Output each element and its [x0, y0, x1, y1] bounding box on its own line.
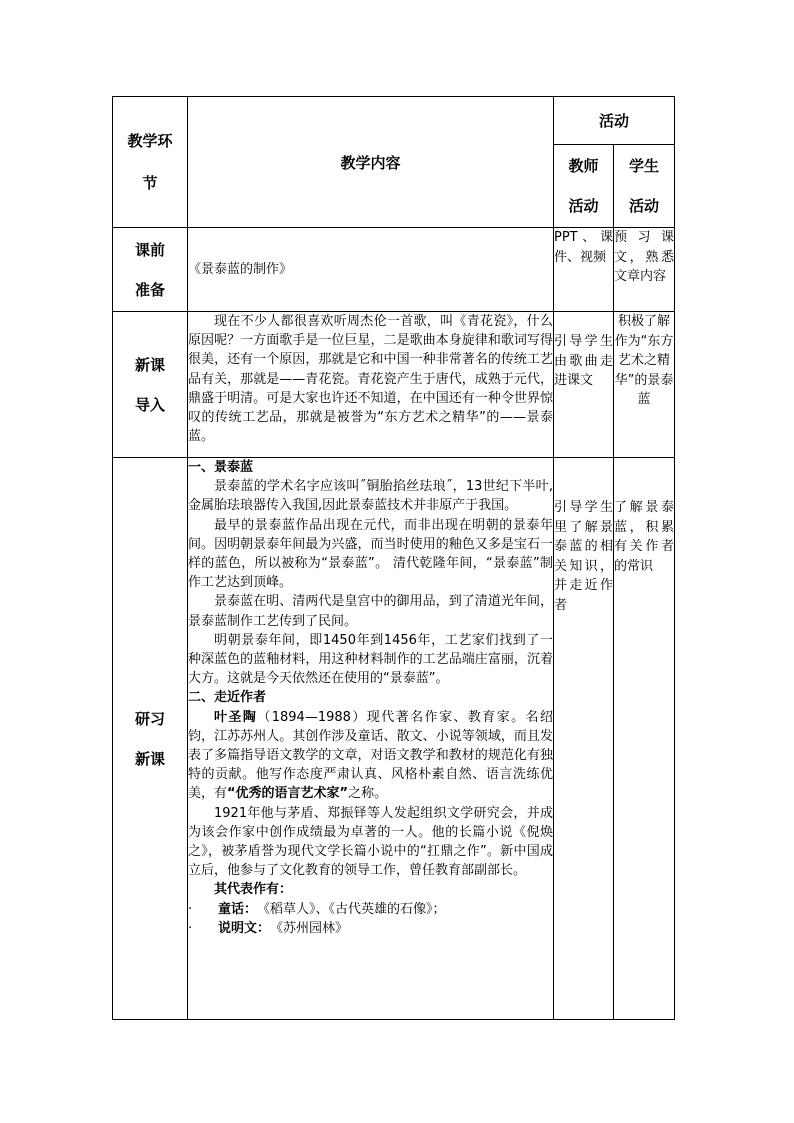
prep-label [113, 228, 188, 312]
header-teacher [554, 145, 614, 228]
header-student-line2: 活动 [629, 197, 660, 215]
study-label [113, 458, 188, 1020]
prep-student [614, 228, 675, 312]
works-item-2-text: 《苏州园林》 [270, 920, 349, 936]
intro-label [113, 312, 188, 458]
prep-label-line2: 准备 [134, 280, 165, 299]
prep-label-line1: 课前 [134, 240, 165, 259]
study-student [614, 458, 675, 1020]
table-row-intro [113, 312, 675, 458]
section-heading-jingtailan: 一、景泰蓝 [188, 460, 254, 475]
intro-content [188, 312, 554, 458]
paragraph-3: 景泰蓝在明、清两代是皇宫中的御用品，到了清道光年间，景泰蓝制作工艺传到了民间。 [188, 594, 553, 629]
intro-label-line1: 新课 [134, 355, 165, 374]
works-item-1-label: 童话： [218, 901, 258, 917]
intro-label-line2: 导入 [134, 395, 165, 414]
works-item-1-text: 《稻草人》、《古代英雄的石像》； [257, 901, 446, 917]
header-student-line1: 学生 [629, 157, 660, 175]
paragraph-5-end: 之称。 [348, 786, 388, 802]
study-label-line2: 新课 [134, 749, 165, 768]
study-content [188, 458, 554, 1020]
works-title: 其代表作有： [214, 882, 293, 898]
header-content-label: 教学内容 [340, 153, 401, 172]
bullet-icon: · [188, 901, 193, 917]
header-section-line2: 节 [142, 174, 158, 192]
study-teacher-text: 引导学生里了解景泰蓝的相关知识，并走近作者 [554, 500, 613, 613]
table-row-study [113, 458, 675, 1020]
intro-teacher-text: 引导学生由歌曲走进课文 [554, 334, 613, 388]
prep-teacher [554, 228, 614, 312]
works-item-2 [188, 919, 553, 938]
intro-student-text: 积极了解作为“东方艺术之精华”的景泰蓝 [614, 314, 674, 407]
header-activity-label: 活动 [599, 112, 630, 130]
intro-student [614, 312, 675, 458]
paragraph-4: 明朝景泰年间，即1450年到1456年，工艺家们找到了一种深蓝色的蓝釉材料，用这种材料制作的工艺品端庄富丽，沉着大方。这就是今天依然还在使用的“景泰蓝”。 [188, 632, 553, 687]
author-name: 叶圣陶 [214, 709, 258, 725]
header-content [188, 97, 554, 228]
header-teacher-line2: 活动 [568, 197, 599, 215]
author-title: “优秀的语言艺术家” [227, 786, 349, 802]
paragraph-1: 景泰蓝的学术名字应该叫˝铜胎掐丝珐琅˝，13世纪下半叶,金属胎珐琅器传入我国,因此景泰蓝技术并非原产于我国。 [188, 479, 553, 514]
header-activity [554, 97, 675, 145]
paragraph-5-body: （1894—1988）现代著名作家、教育家。名绍钧，江苏苏州人。其创作涉及童话、散文、小说等领域，而且发表了多篇指导语文教学的文章，对语文教学和教材的规范化有独特的贡献。他写作态度严肃认真、风格朴素自然、语言洗练优美，有 [188, 709, 553, 802]
works-item-2-label: 说明文： [218, 920, 271, 936]
study-student-text: 了解景泰蓝，积累有关作者的常识 [614, 500, 675, 574]
prep-content [188, 228, 554, 312]
prep-content-text: 《景泰蓝的制作》 [188, 261, 293, 277]
intro-content-text: 现在不少人都很喜欢听周杰伦一首歌，叫《青花瓷》，什么原因呢？一方面歌手是一位巨星，二是歌曲本身旋律和歌词写得很美，还有一个原因，那就是它和中国一种非常著名的传统工艺品有关，那就是——青花瓷。青花瓷产生于唐代，成熟于元代，鼎盛于明清。可是大家也许还不知道，在中国还有一种令世界惊叹的传统工艺品，那就是被誉为“东方艺术之精华”的——景泰蓝。 [188, 314, 553, 445]
paragraph-2: 最早的景泰蓝作品出现在元代，而非出现在明朝的景泰年间。因明朝景泰年间最为兴盛，而当时使用的釉色又多是宝石一样的蓝色，所以被称为“景泰蓝”。 清代乾隆年间，“景泰蓝”制作工艺达到顶峰。 [188, 517, 553, 591]
study-label-line1: 研习 [134, 709, 165, 728]
prep-teacher-text: PPT、课件、视频 [554, 230, 613, 265]
intro-teacher [554, 312, 614, 458]
header-teacher-line1: 教师 [568, 157, 599, 175]
study-teacher [554, 458, 614, 1020]
works-item-1 [188, 900, 553, 919]
section-heading-author: 二、走近作者 [188, 690, 267, 706]
header-student [614, 145, 675, 228]
bullet-icon: · [188, 920, 193, 936]
header-section [113, 97, 188, 228]
lesson-plan-table [112, 96, 675, 1020]
header-section-line1: 教学环 [127, 132, 173, 150]
table-row-prep [113, 228, 675, 312]
prep-student-text: 预习课文，熟悉文章内容 [614, 230, 675, 284]
paragraph-5 [188, 708, 553, 804]
paragraph-6: 1921年他与茅盾、郑振铎等人发起组织文学研究会，并成为该会作家中创作成绩最为卓著的一人。他的长篇小说《倪焕之》，被茅盾誉为现代文学长篇小说中的“扛鼎之作”。新中国成立后，他参与了文化教育的领导工作，曾任教育部副部长。 [188, 805, 553, 879]
